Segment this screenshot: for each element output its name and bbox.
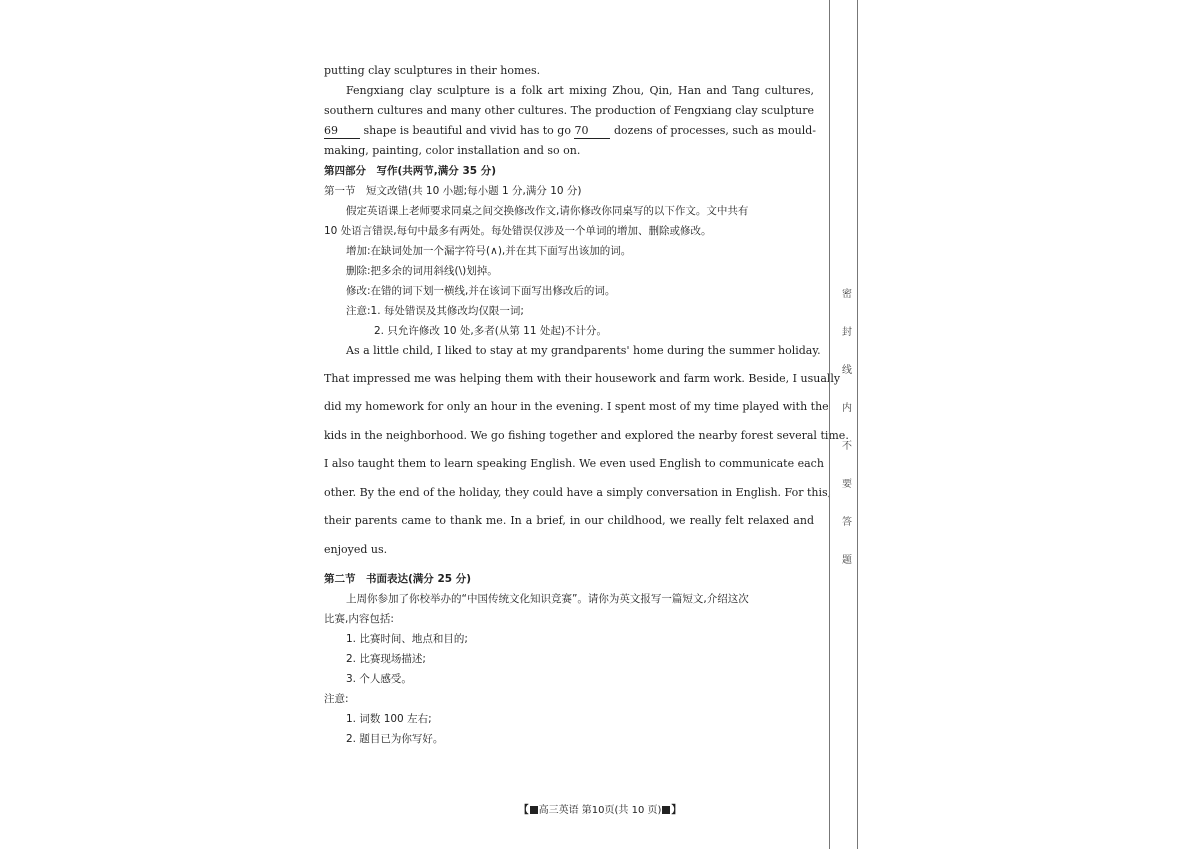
blank-69[interactable]: 69 bbox=[324, 124, 360, 139]
essay-line: their parents came to thank me. In a brief, in our childhood, we really felt relaxed and bbox=[324, 514, 814, 527]
seal-char: 要 bbox=[842, 479, 852, 490]
passage-line-4-end: dozens of processes, such as mould- bbox=[613, 124, 816, 137]
part4-heading: 第四部分 写作(共两节,满分 35 分) bbox=[324, 165, 497, 177]
rule-add: 增加:在缺词处加一个漏字符号(∧),并在其下面写出该加的词。 bbox=[346, 245, 632, 257]
footer-left-bracket: 【 bbox=[518, 805, 529, 816]
essay-line: did my homework for only an hour in the evening. I spent most of my time played with the bbox=[324, 400, 829, 413]
seal-char: 内 bbox=[842, 403, 852, 414]
task-line-1: 上周你参加了你校举办的“中国传统文化知识竞赛”。请你为英文报写一篇短文,介绍这次 bbox=[346, 593, 749, 605]
passage-line-2: Fengxiang clay sculpture is a folk art mixing Zhou, Qin, Han and Tang cultures, bbox=[346, 84, 814, 97]
seal-line-left bbox=[829, 0, 830, 849]
note-1: 注意:1. 每处错误及其修改均仅限一词; bbox=[346, 305, 524, 317]
footer-right-bracket: 】 bbox=[671, 805, 682, 816]
essay-line: enjoyed us. bbox=[324, 543, 388, 556]
seal-char: 不 bbox=[842, 441, 852, 452]
seal-char: 密 bbox=[842, 289, 852, 300]
section2-heading: 第二节 书面表达(满分 25 分) bbox=[324, 573, 472, 585]
passage-line-4 bbox=[324, 124, 814, 139]
page-footer bbox=[0, 801, 1200, 816]
writing-note-heading: 注意: bbox=[324, 693, 349, 705]
square-icon bbox=[530, 806, 538, 814]
essay-line: I also taught them to learn speaking English. We even used English to communicate each bbox=[324, 457, 824, 470]
passage-line-5: making, painting, color installation and so on. bbox=[324, 144, 581, 157]
seal-char: 线 bbox=[842, 365, 852, 376]
writing-note-1: 1. 词数 100 左右; bbox=[346, 713, 432, 725]
note-2: 2. 只允许修改 10 处,多者(从第 11 处起)不计分。 bbox=[374, 325, 607, 337]
section1-heading: 第一节 短文改错(共 10 小题;每小题 1 分,满分 10 分) bbox=[324, 185, 582, 197]
task-line-2: 比赛,内容包括: bbox=[324, 613, 394, 625]
instruction-line-2: 10 处语言错误,每句中最多有两处。每处错误仅涉及一个单词的增加、删除或修改。 bbox=[324, 225, 712, 237]
footer-page-number: 第10页(共 10 页) bbox=[581, 805, 662, 816]
footer-subject: 高三英语 bbox=[538, 805, 579, 816]
task-point-1: 1. 比赛时间、地点和目的; bbox=[346, 633, 468, 645]
passage-line-3: southern cultures and many other cultures. The production of Fengxiang clay sculpture bbox=[324, 104, 814, 117]
essay-line: other. By the end of the holiday, they could have a simply conversation in English. For this, bbox=[324, 486, 832, 499]
essay-line: That impressed me was helping them with their housework and farm work. Beside, I usually bbox=[324, 372, 841, 385]
task-point-2: 2. 比赛现场描述; bbox=[346, 653, 426, 665]
blank-70[interactable]: 70 bbox=[574, 124, 610, 139]
rule-delete: 删除:把多余的词用斜线(\)划掉。 bbox=[346, 265, 498, 277]
seal-char: 答 bbox=[842, 517, 852, 528]
passage-line-4-mid: shape is beautiful and vivid has to go bbox=[363, 124, 571, 137]
seal-char: 封 bbox=[842, 327, 852, 338]
seal-line-right bbox=[857, 0, 858, 849]
writing-note-2: 2. 题目已为你写好。 bbox=[346, 733, 444, 745]
passage-line-1: putting clay sculptures in their homes. bbox=[324, 64, 541, 77]
seal-char: 题 bbox=[842, 555, 852, 566]
essay-line: kids in the neighborhood. We go fishing together and explored the nearby forest several time. bbox=[324, 429, 849, 442]
square-icon bbox=[662, 806, 670, 814]
instruction-line-1: 假定英语课上老师要求同桌之间交换修改作文,请你修改你同桌写的以下作文。文中共有 bbox=[346, 205, 749, 217]
task-point-3: 3. 个人感受。 bbox=[346, 673, 412, 685]
essay-line: As a little child, I liked to stay at my grandparents' home during the summer holiday. bbox=[346, 344, 821, 357]
rule-modify: 修改:在错的词下划一横线,并在该词下面写出修改后的词。 bbox=[346, 285, 616, 297]
